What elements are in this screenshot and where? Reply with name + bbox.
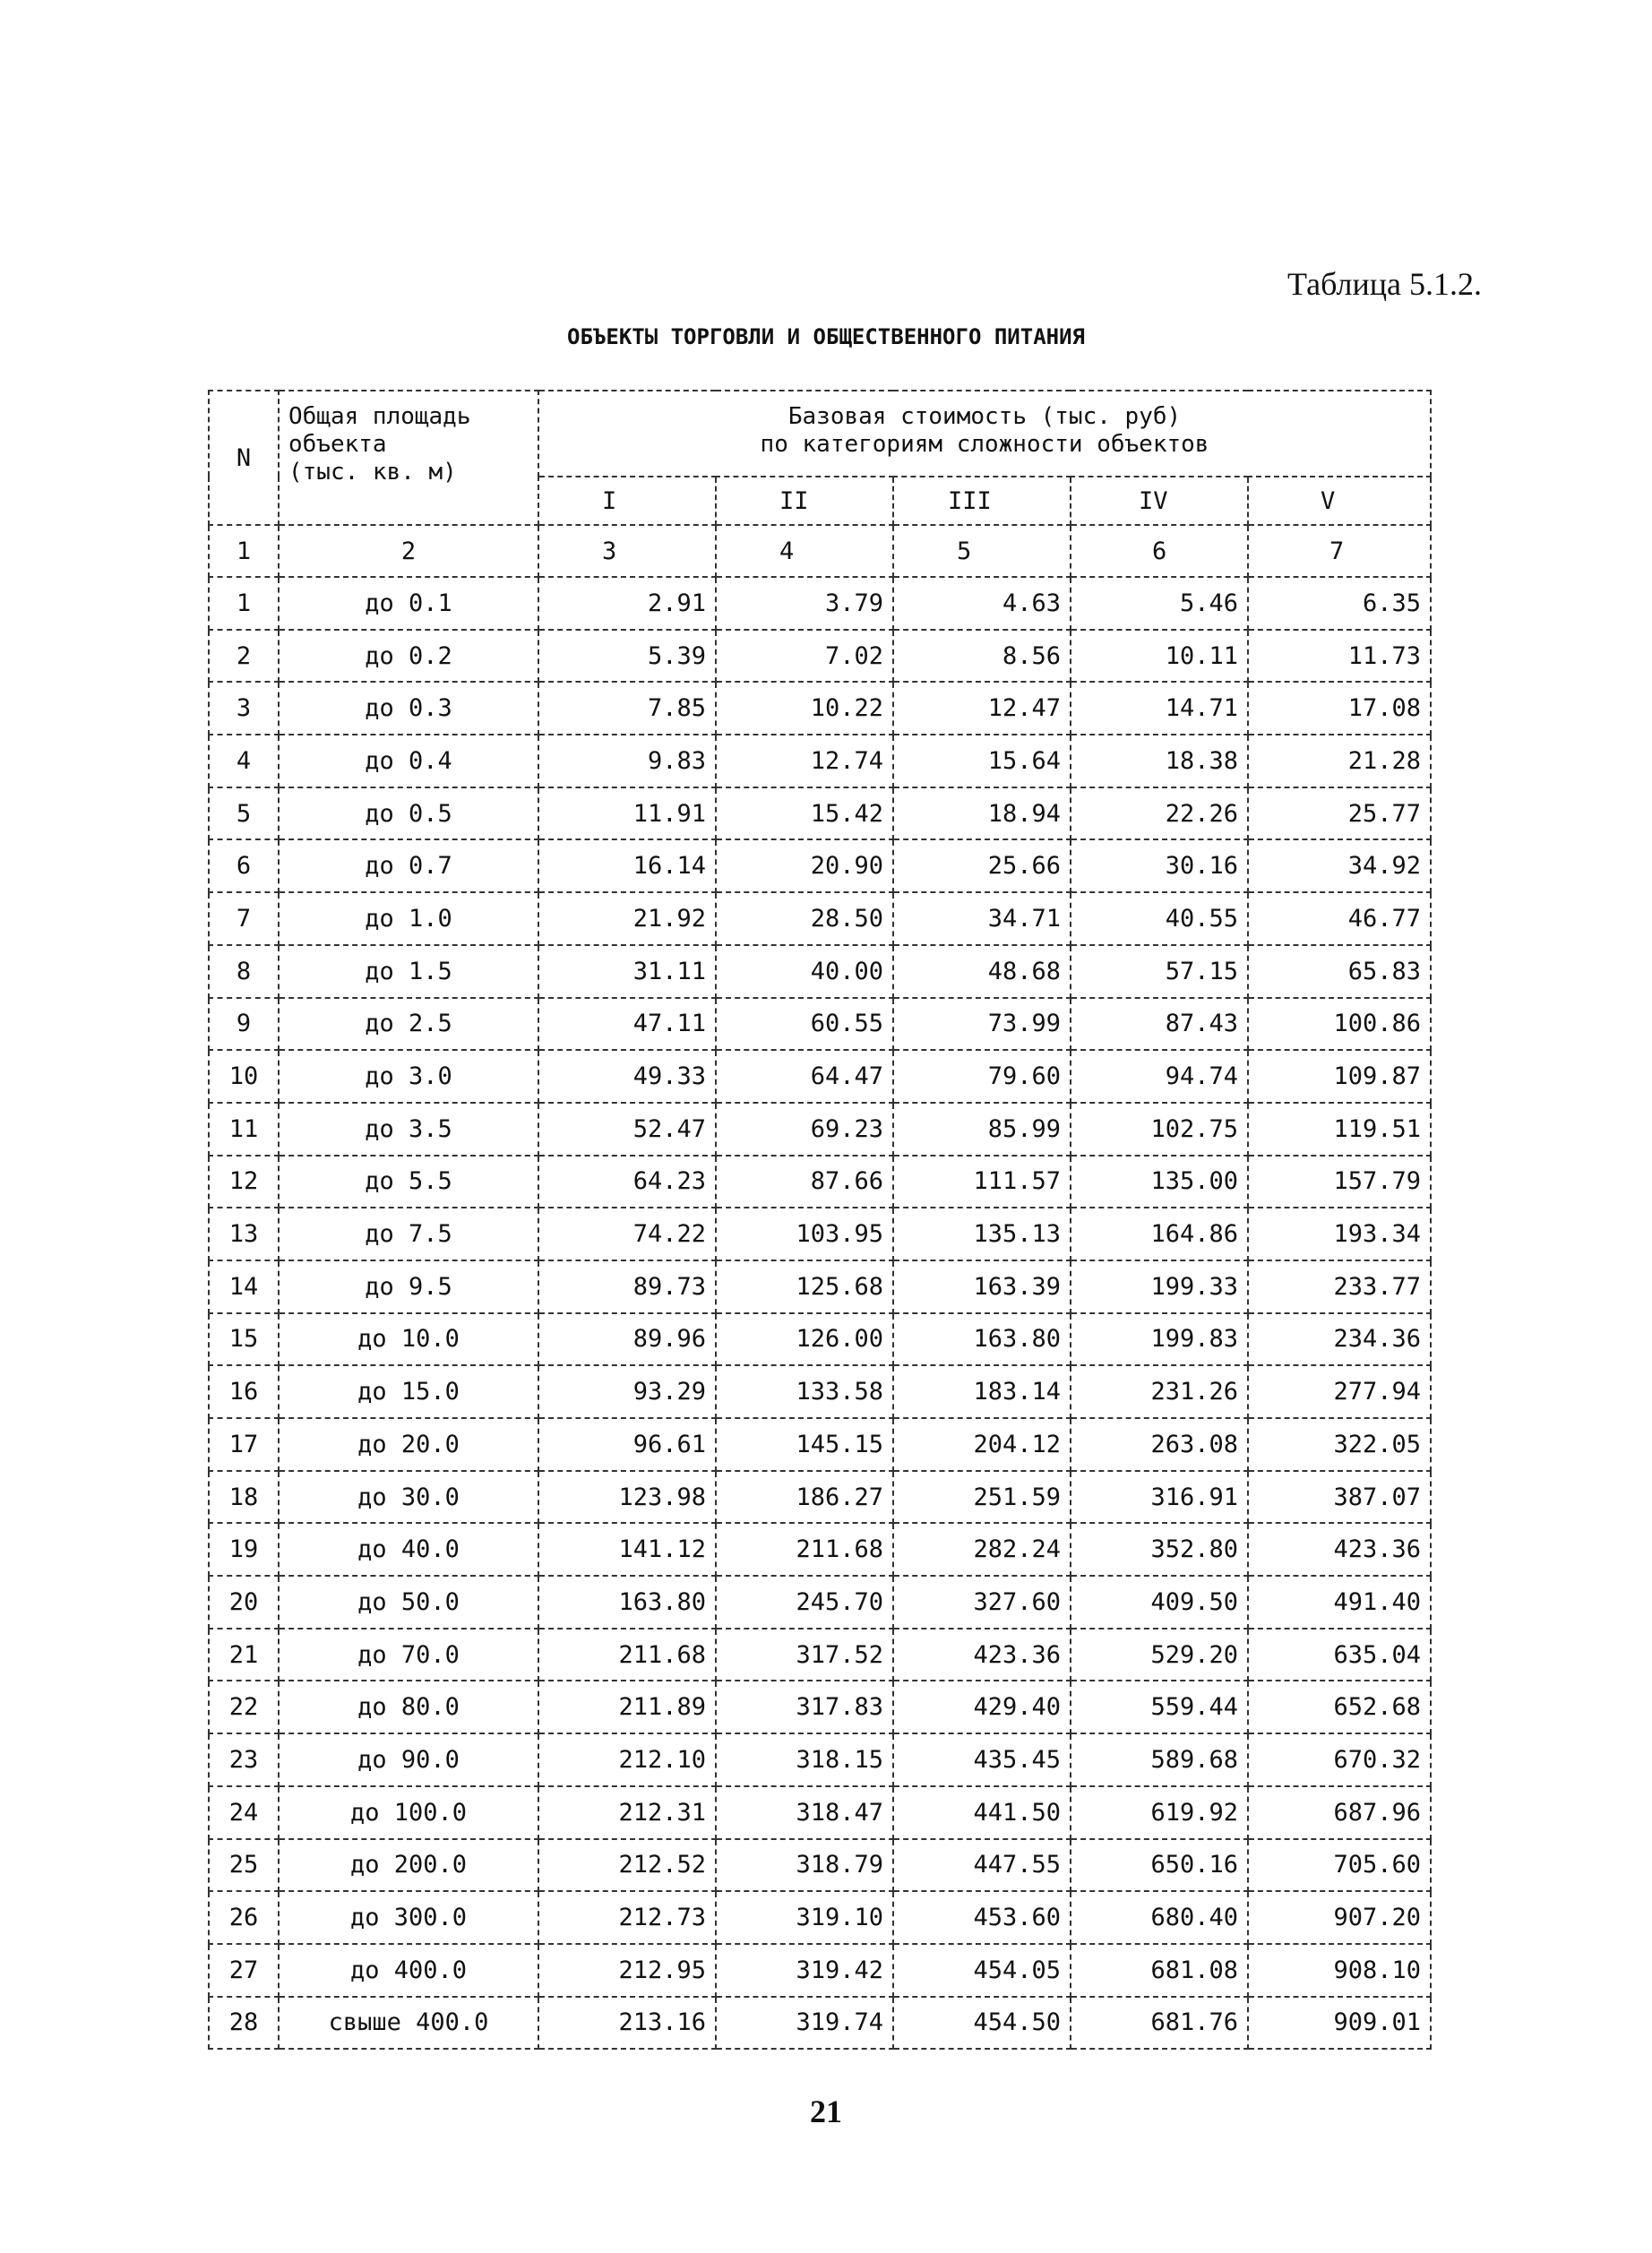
row-area: до 15.0 xyxy=(279,1365,538,1418)
cost-cell: 447.55 xyxy=(893,1839,1071,1892)
cost-cell: 135.00 xyxy=(1071,1156,1248,1208)
cost-cell: 28.50 xyxy=(716,892,893,945)
column-number: 5 xyxy=(893,525,1071,577)
table-row xyxy=(209,945,1431,998)
cost-cell: 589.68 xyxy=(1071,1733,1248,1786)
cost-cell: 10.11 xyxy=(1071,630,1248,683)
cost-cell: 87.43 xyxy=(1071,998,1248,1051)
cost-cell: 327.60 xyxy=(893,1576,1071,1629)
cost-cell: 282.24 xyxy=(893,1523,1071,1576)
row-area: до 5.5 xyxy=(279,1156,538,1208)
table-row xyxy=(209,1891,1431,1944)
cost-cell: 409.50 xyxy=(1071,1576,1248,1629)
cost-cell: 18.38 xyxy=(1071,735,1248,787)
row-number: 11 xyxy=(209,1103,279,1156)
row-area: до 0.7 xyxy=(279,839,538,892)
row-number: 17 xyxy=(209,1418,279,1471)
cost-cell: 74.22 xyxy=(538,1208,716,1260)
cost-cell: 60.55 xyxy=(716,998,893,1051)
cost-cell: 16.14 xyxy=(538,839,716,892)
cost-cell: 319.42 xyxy=(716,1944,893,1997)
cost-cell: 441.50 xyxy=(893,1786,1071,1839)
cost-cell: 318.79 xyxy=(716,1839,893,1892)
cost-cell: 40.00 xyxy=(716,945,893,998)
row-area: до 100.0 xyxy=(279,1786,538,1839)
row-number: 23 xyxy=(209,1733,279,1786)
row-number: 22 xyxy=(209,1681,279,1733)
row-number: 21 xyxy=(209,1629,279,1681)
cost-cell: 89.96 xyxy=(538,1313,716,1366)
cost-cell: 193.34 xyxy=(1248,1208,1431,1260)
table-row xyxy=(209,1523,1431,1576)
cost-cell: 234.36 xyxy=(1248,1313,1431,1366)
row-number: 8 xyxy=(209,945,279,998)
row-number: 1 xyxy=(209,577,279,630)
row-number: 9 xyxy=(209,998,279,1051)
cost-cell: 687.96 xyxy=(1248,1786,1431,1839)
cost-cell: 100.86 xyxy=(1248,998,1431,1051)
row-area: до 200.0 xyxy=(279,1839,538,1892)
row-area: до 40.0 xyxy=(279,1523,538,1576)
cost-cell: 21.92 xyxy=(538,892,716,945)
row-number: 26 xyxy=(209,1891,279,1944)
cost-cell: 9.83 xyxy=(538,735,716,787)
table-row xyxy=(209,1576,1431,1629)
row-number: 10 xyxy=(209,1050,279,1103)
cost-cell: 34.92 xyxy=(1248,839,1431,892)
column-number: 3 xyxy=(538,525,716,577)
cost-cell: 125.68 xyxy=(716,1260,893,1313)
cost-cell: 12.74 xyxy=(716,735,893,787)
row-area: до 2.5 xyxy=(279,998,538,1051)
row-number: 27 xyxy=(209,1944,279,1997)
table-row xyxy=(209,1629,1431,1681)
cost-cell: 211.68 xyxy=(716,1523,893,1576)
row-number: 24 xyxy=(209,1786,279,1839)
category-v: V xyxy=(1248,477,1431,525)
row-number: 18 xyxy=(209,1471,279,1524)
table-row xyxy=(209,892,1431,945)
header-n: N xyxy=(209,391,279,525)
cost-cell: 705.60 xyxy=(1248,1839,1431,1892)
cost-cell: 64.47 xyxy=(716,1050,893,1103)
cost-cell: 11.73 xyxy=(1248,630,1431,683)
table-row xyxy=(209,1050,1431,1103)
cost-cell: 102.75 xyxy=(1071,1103,1248,1156)
table-row xyxy=(209,1208,1431,1260)
cost-table xyxy=(208,390,1432,2050)
row-number: 6 xyxy=(209,839,279,892)
row-area: до 400.0 xyxy=(279,1944,538,1997)
page-title: ОБЪЕКТЫ ТОРГОВЛИ И ОБЩЕСТВЕННОГО ПИТАНИЯ xyxy=(567,324,1085,349)
cost-cell: 681.76 xyxy=(1071,1997,1248,2050)
table-row xyxy=(209,1365,1431,1418)
cost-cell: 650.16 xyxy=(1071,1839,1248,1892)
cost-cell: 529.20 xyxy=(1071,1629,1248,1681)
cost-cell: 211.68 xyxy=(538,1629,716,1681)
cost-cell: 94.74 xyxy=(1071,1050,1248,1103)
cost-cell: 22.26 xyxy=(1071,787,1248,840)
cost-cell: 47.11 xyxy=(538,998,716,1051)
cost-cell: 18.94 xyxy=(893,787,1071,840)
table-row xyxy=(209,682,1431,735)
cost-cell: 163.80 xyxy=(538,1576,716,1629)
table-row xyxy=(209,1156,1431,1208)
cost-cell: 64.23 xyxy=(538,1156,716,1208)
cost-cell: 199.83 xyxy=(1071,1313,1248,1366)
table-row xyxy=(209,1471,1431,1524)
cost-cell: 85.99 xyxy=(893,1103,1071,1156)
cost-cell: 25.66 xyxy=(893,839,1071,892)
table-row xyxy=(209,1260,1431,1313)
cost-cell: 65.83 xyxy=(1248,945,1431,998)
table-row xyxy=(209,787,1431,840)
column-number: 1 xyxy=(209,525,279,577)
cost-cell: 31.11 xyxy=(538,945,716,998)
cost-cell: 163.80 xyxy=(893,1313,1071,1366)
cost-cell: 2.91 xyxy=(538,577,716,630)
category-iii: III xyxy=(893,477,1071,525)
cost-cell: 3.79 xyxy=(716,577,893,630)
cost-cell: 212.95 xyxy=(538,1944,716,1997)
row-area: до 20.0 xyxy=(279,1418,538,1471)
cost-cell: 145.15 xyxy=(716,1418,893,1471)
cost-cell: 652.68 xyxy=(1248,1681,1431,1733)
cost-cell: 164.86 xyxy=(1071,1208,1248,1260)
table-row xyxy=(209,1839,1431,1892)
cost-cell: 908.10 xyxy=(1248,1944,1431,1997)
cost-cell: 199.33 xyxy=(1071,1260,1248,1313)
cost-cell: 157.79 xyxy=(1248,1156,1431,1208)
cost-cell: 163.39 xyxy=(893,1260,1071,1313)
cost-cell: 119.51 xyxy=(1248,1103,1431,1156)
row-area: до 9.5 xyxy=(279,1260,538,1313)
row-area: до 3.0 xyxy=(279,1050,538,1103)
cost-cell: 670.32 xyxy=(1248,1733,1431,1786)
row-number: 4 xyxy=(209,735,279,787)
cost-cell: 212.52 xyxy=(538,1839,716,1892)
cost-cell: 10.22 xyxy=(716,682,893,735)
row-area: свыше 400.0 xyxy=(279,1997,538,2050)
cost-cell: 25.77 xyxy=(1248,787,1431,840)
cost-cell: 89.73 xyxy=(538,1260,716,1313)
table-row xyxy=(209,1733,1431,1786)
cost-cell: 40.55 xyxy=(1071,892,1248,945)
table-row xyxy=(209,1944,1431,1997)
row-area: до 50.0 xyxy=(279,1576,538,1629)
cost-cell: 133.58 xyxy=(716,1365,893,1418)
row-number: 14 xyxy=(209,1260,279,1313)
cost-cell: 263.08 xyxy=(1071,1418,1248,1471)
cost-cell: 212.73 xyxy=(538,1891,716,1944)
cost-cell: 204.12 xyxy=(893,1418,1071,1471)
row-number: 16 xyxy=(209,1365,279,1418)
cost-cell: 318.15 xyxy=(716,1733,893,1786)
cost-cell: 141.12 xyxy=(538,1523,716,1576)
cost-cell: 423.36 xyxy=(893,1629,1071,1681)
row-number: 7 xyxy=(209,892,279,945)
cost-cell: 231.26 xyxy=(1071,1365,1248,1418)
cost-cell: 454.05 xyxy=(893,1944,1071,1997)
cost-cell: 103.95 xyxy=(716,1208,893,1260)
column-number: 2 xyxy=(279,525,538,577)
row-area: до 0.4 xyxy=(279,735,538,787)
header-base-cost: Базовая стоимость (тыс. руб) по категориям сложности объектов xyxy=(760,403,1209,458)
cost-cell: 49.33 xyxy=(538,1050,716,1103)
column-number: 6 xyxy=(1071,525,1248,577)
cost-cell: 5.39 xyxy=(538,630,716,683)
cost-cell: 109.87 xyxy=(1248,1050,1431,1103)
cost-cell: 111.57 xyxy=(893,1156,1071,1208)
table-row xyxy=(209,1681,1431,1733)
cost-cell: 17.08 xyxy=(1248,682,1431,735)
cost-cell: 317.52 xyxy=(716,1629,893,1681)
row-number: 12 xyxy=(209,1156,279,1208)
cost-cell: 319.10 xyxy=(716,1891,893,1944)
cost-cell: 20.90 xyxy=(716,839,893,892)
row-number: 28 xyxy=(209,1997,279,2050)
cost-cell: 52.47 xyxy=(538,1103,716,1156)
cost-cell: 7.02 xyxy=(716,630,893,683)
header-area: Общая площадь объекта (тыс. кв. м) xyxy=(288,403,471,486)
cost-cell: 6.35 xyxy=(1248,577,1431,630)
cost-cell: 909.01 xyxy=(1248,1997,1431,2050)
table-row xyxy=(209,1418,1431,1471)
page-number: 21 xyxy=(810,2094,842,2129)
cost-cell: 453.60 xyxy=(893,1891,1071,1944)
header-row xyxy=(209,391,1431,477)
cost-cell: 435.45 xyxy=(893,1733,1071,1786)
row-number: 2 xyxy=(209,630,279,683)
row-number: 13 xyxy=(209,1208,279,1260)
cost-cell: 429.40 xyxy=(893,1681,1071,1733)
cost-cell: 277.94 xyxy=(1248,1365,1431,1418)
cost-cell: 212.10 xyxy=(538,1733,716,1786)
cost-cell: 15.42 xyxy=(716,787,893,840)
table-row xyxy=(209,839,1431,892)
category-i: I xyxy=(538,477,716,525)
cost-cell: 34.71 xyxy=(893,892,1071,945)
cost-cell: 322.05 xyxy=(1248,1418,1431,1471)
category-iv: IV xyxy=(1071,477,1248,525)
row-number: 25 xyxy=(209,1839,279,1892)
row-area: до 90.0 xyxy=(279,1733,538,1786)
cost-cell: 46.77 xyxy=(1248,892,1431,945)
cost-cell: 907.20 xyxy=(1248,1891,1431,1944)
cost-cell: 352.80 xyxy=(1071,1523,1248,1576)
table-label: Таблица 5.1.2. xyxy=(1287,266,1482,302)
cost-cell: 14.71 xyxy=(1071,682,1248,735)
cost-cell: 423.36 xyxy=(1248,1523,1431,1576)
cost-cell: 491.40 xyxy=(1248,1576,1431,1629)
cost-cell: 212.31 xyxy=(538,1786,716,1839)
cost-cell: 186.27 xyxy=(716,1471,893,1524)
cost-cell: 4.63 xyxy=(893,577,1071,630)
cost-cell: 213.16 xyxy=(538,1997,716,2050)
cost-cell: 680.40 xyxy=(1071,1891,1248,1944)
row-number: 5 xyxy=(209,787,279,840)
cost-cell: 69.23 xyxy=(716,1103,893,1156)
table-row xyxy=(209,630,1431,683)
cost-cell: 7.85 xyxy=(538,682,716,735)
cost-cell: 559.44 xyxy=(1071,1681,1248,1733)
cost-cell: 87.66 xyxy=(716,1156,893,1208)
row-area: до 0.3 xyxy=(279,682,538,735)
cost-cell: 8.56 xyxy=(893,630,1071,683)
cost-cell: 30.16 xyxy=(1071,839,1248,892)
row-area: до 30.0 xyxy=(279,1471,538,1524)
cost-cell: 454.50 xyxy=(893,1997,1071,2050)
cost-cell: 319.74 xyxy=(716,1997,893,2050)
column-number: 7 xyxy=(1248,525,1431,577)
table-row xyxy=(209,577,1431,630)
row-number: 20 xyxy=(209,1576,279,1629)
category-ii: II xyxy=(716,477,893,525)
table-row xyxy=(209,1997,1431,2050)
cost-cell: 123.98 xyxy=(538,1471,716,1524)
cost-cell: 93.29 xyxy=(538,1365,716,1418)
row-area: до 7.5 xyxy=(279,1208,538,1260)
table-row xyxy=(209,1313,1431,1366)
cost-cell: 211.89 xyxy=(538,1681,716,1733)
row-area: до 70.0 xyxy=(279,1629,538,1681)
row-area: до 3.5 xyxy=(279,1103,538,1156)
row-number: 19 xyxy=(209,1523,279,1576)
cost-cell: 48.68 xyxy=(893,945,1071,998)
cost-cell: 318.47 xyxy=(716,1786,893,1839)
table-row xyxy=(209,998,1431,1051)
cost-cell: 245.70 xyxy=(716,1576,893,1629)
cost-cell: 21.28 xyxy=(1248,735,1431,787)
row-area: до 0.1 xyxy=(279,577,538,630)
table-row xyxy=(209,1103,1431,1156)
cost-cell: 635.04 xyxy=(1248,1629,1431,1681)
cost-cell: 5.46 xyxy=(1071,577,1248,630)
cost-cell: 96.61 xyxy=(538,1418,716,1471)
cost-cell: 681.08 xyxy=(1071,1944,1248,1997)
table-row xyxy=(209,1786,1431,1839)
cost-cell: 233.77 xyxy=(1248,1260,1431,1313)
row-area: до 80.0 xyxy=(279,1681,538,1733)
row-area: до 1.0 xyxy=(279,892,538,945)
cost-cell: 251.59 xyxy=(893,1471,1071,1524)
row-area: до 300.0 xyxy=(279,1891,538,1944)
row-area: до 0.5 xyxy=(279,787,538,840)
row-number: 3 xyxy=(209,682,279,735)
row-area: до 0.2 xyxy=(279,630,538,683)
cost-cell: 11.91 xyxy=(538,787,716,840)
column-number-row xyxy=(209,525,1431,577)
table-row xyxy=(209,735,1431,787)
cost-cell: 73.99 xyxy=(893,998,1071,1051)
cost-cell: 79.60 xyxy=(893,1050,1071,1103)
cost-cell: 126.00 xyxy=(716,1313,893,1366)
cost-cell: 12.47 xyxy=(893,682,1071,735)
cost-cell: 15.64 xyxy=(893,735,1071,787)
column-number: 4 xyxy=(716,525,893,577)
row-area: до 10.0 xyxy=(279,1313,538,1366)
row-area: до 1.5 xyxy=(279,945,538,998)
cost-cell: 135.13 xyxy=(893,1208,1071,1260)
cost-cell: 619.92 xyxy=(1071,1786,1248,1839)
cost-cell: 387.07 xyxy=(1248,1471,1431,1524)
cost-cell: 317.83 xyxy=(716,1681,893,1733)
cost-cell: 57.15 xyxy=(1071,945,1248,998)
cost-cell: 183.14 xyxy=(893,1365,1071,1418)
row-number: 15 xyxy=(209,1313,279,1366)
cost-cell: 316.91 xyxy=(1071,1471,1248,1524)
